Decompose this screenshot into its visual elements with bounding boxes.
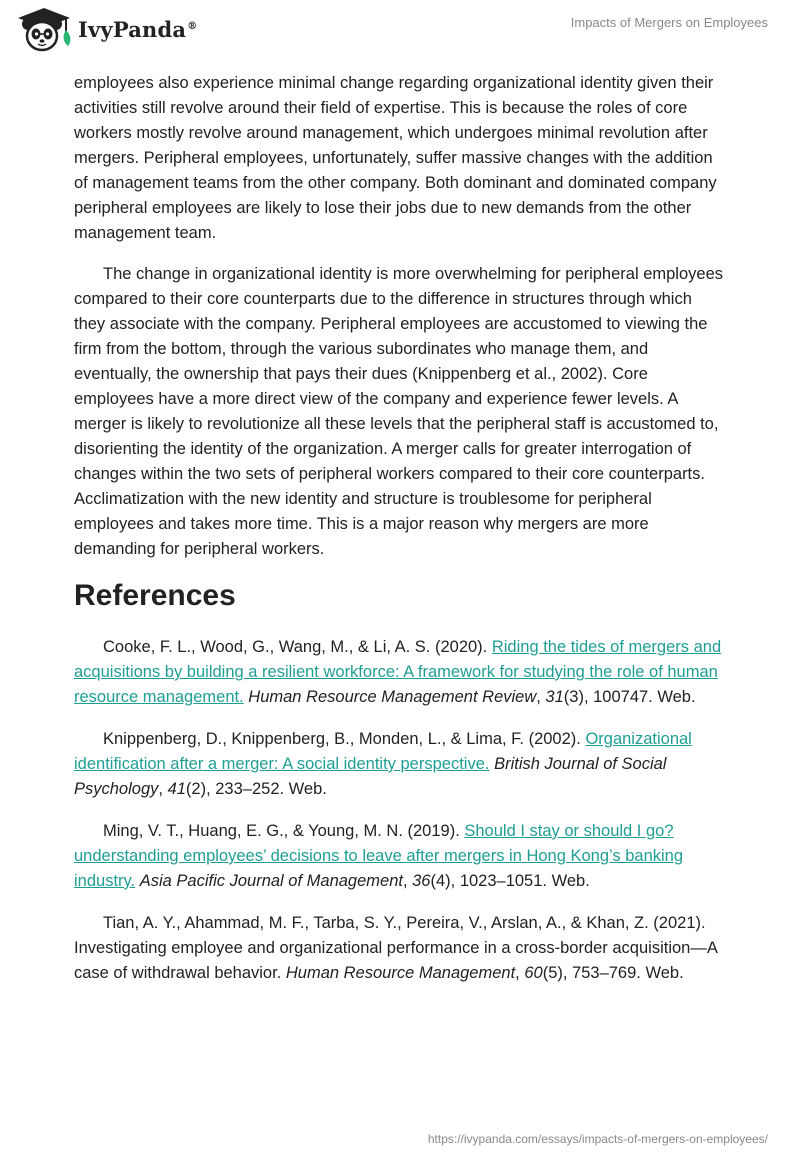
reference-separator: , bbox=[515, 964, 525, 982]
reference-journal: Human Resource Management bbox=[285, 964, 516, 982]
reference-link[interactable]: Organizational identification after a merger: A social identity perspective. bbox=[74, 730, 692, 773]
reference-item bbox=[74, 727, 726, 802]
reference-item bbox=[74, 819, 726, 894]
body-paragraph: The change in organizational identity is more overwhelming for peripheral employees compared to their core counterparts due to the difference in structures through which they associate with the company. Peripheral employees are accustomed to viewing the firm from the bottom, through the various subordinates who manage them, and eventually, the ownership that pays their dues (Knippenberg et al., 2002). Core employees have a more direct view of the company and experience fewer levels. A merger is likely to revolutionize all these levels that the peripheral staff is accustomed to, disorienting the identity of the organization. A merger calls for greater interrogation of changes within the two sets of peripheral workers compared to their core counterparts. Acclimatization with the new identity and structure is troublesome for peripheral employees and takes more time. This is a major reason why mergers are more demanding for peripheral workers. bbox=[74, 265, 723, 558]
reference-separator: , bbox=[536, 688, 546, 706]
reference-journal: British Journal of Social Psychology bbox=[74, 755, 667, 798]
ivypanda-logo[interactable] bbox=[16, 6, 197, 52]
reference-separator: , bbox=[402, 872, 413, 890]
reference-authors: Tian, A. Y., Ahammad, M. F., Tarba, S. Y., Pereira, V., Arslan, A., & Khan, Z. (2021). Investigating employee and organizational performance in a cross-border acquisition—A case of withdrawal behavior. bbox=[74, 914, 717, 982]
page-header bbox=[0, 0, 800, 70]
body-paragraph: employees also experience minimal change regarding organizational identity given their activities still revolve around their field of expertise. This is because the roles of core workers mostly revolve around management, which undergoes minimal revolution after mergers. Peripheral employees, unfortunately, suffer massive changes with the addition of management teams from the other company. Both dominant and dominated company peripheral employees are likely to lose their jobs due to new demands from the other management team. bbox=[74, 74, 717, 242]
brand-name: IvyPanda® bbox=[78, 16, 198, 42]
reference-volume: 31 bbox=[545, 688, 564, 706]
reference-journal: Asia Pacific Journal of Management bbox=[139, 872, 403, 890]
reference-journal: Human Resource Management Review bbox=[248, 688, 537, 706]
reference-item bbox=[74, 635, 726, 710]
source-url[interactable]: https://ivypanda.com/essays/impacts-of-mergers-on-employees/ bbox=[427, 1132, 768, 1146]
reference-volume: 60 bbox=[524, 964, 543, 982]
reference-pages: (2), 233–252. Web. bbox=[185, 780, 327, 798]
reference-volume: 41 bbox=[167, 780, 186, 798]
reference-link[interactable]: Riding the tides of mergers and acquisitions by building a resilient workforce: A framework for studying the role of human resource management. bbox=[74, 638, 722, 706]
reference-pages: (5), 753–769. Web. bbox=[542, 964, 684, 982]
reference-authors: Ming, V. T., Huang, E. G., & Young, M. N. (2019). bbox=[103, 822, 465, 840]
reference-item bbox=[74, 911, 726, 986]
reference-pages: (4), 1023–1051. Web. bbox=[430, 872, 590, 890]
reference-authors: Cooke, F. L., Wood, G., Wang, M., & Li, A. S. (2020). bbox=[103, 638, 492, 656]
reference-authors: Knippenberg, D., Knippenberg, B., Monden, L., & Lima, F. (2002). bbox=[103, 730, 586, 748]
essay-content bbox=[74, 71, 726, 1003]
document-title: Impacts of Mergers on Employees bbox=[570, 15, 768, 30]
reference-separator: , bbox=[158, 780, 168, 798]
references-heading: References bbox=[74, 579, 236, 612]
panda-graduate-icon bbox=[16, 6, 72, 52]
reference-volume: 36 bbox=[412, 872, 431, 890]
reference-link[interactable]: Should I stay or should I go? understanding employees’ decisions to leave after mergers in Hong Kong’s banking industry. bbox=[74, 822, 684, 890]
reference-pages: (3), 100747. Web. bbox=[563, 688, 696, 706]
